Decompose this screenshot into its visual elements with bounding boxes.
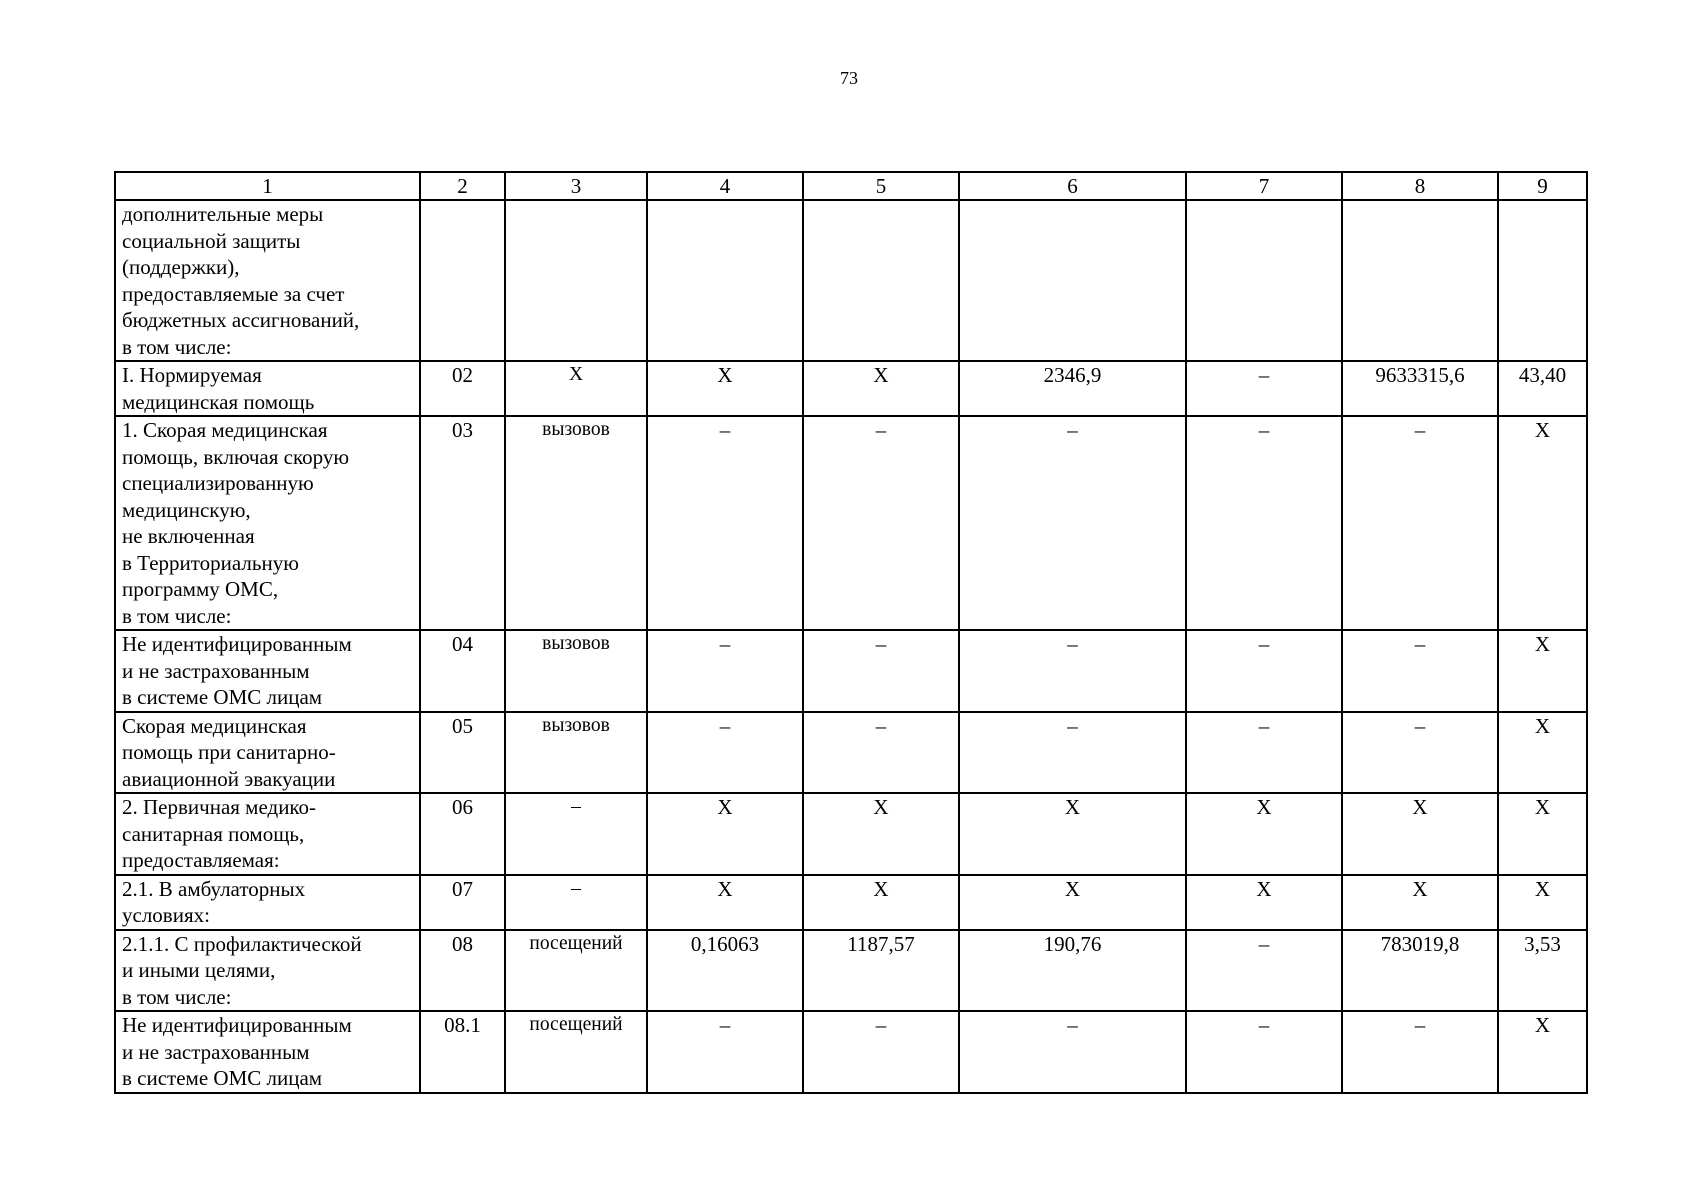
value-cell: – — [959, 416, 1186, 630]
value-cell: Х — [803, 793, 959, 875]
value-cell: Х — [803, 875, 959, 930]
row-code-cell: 06 — [420, 793, 505, 875]
row-code-cell: 03 — [420, 416, 505, 630]
value-cell: Х — [1342, 875, 1498, 930]
data-table — [114, 171, 1588, 1094]
row-name-cell: 2.1. В амбулаторных условиях: — [115, 875, 420, 930]
value-cell — [803, 200, 959, 361]
value-cell: – — [647, 712, 803, 794]
value-cell — [1342, 200, 1498, 361]
value-cell: Х — [1498, 1011, 1587, 1093]
row-name-cell: Не идентифицированным и не застрахованным в системе ОМС лицам — [115, 1011, 420, 1093]
value-cell: – — [1186, 1011, 1342, 1093]
value-cell: Х — [959, 793, 1186, 875]
value-cell: Х — [1186, 793, 1342, 875]
table-row — [115, 930, 1587, 1012]
value-cell: 1187,57 — [803, 930, 959, 1012]
row-code-cell: 08.1 — [420, 1011, 505, 1093]
column-number: 6 — [959, 172, 1186, 200]
unit-cell: – — [505, 793, 647, 875]
row-name-cell: Не идентифицированным и не застрахованным в системе ОМС лицам — [115, 630, 420, 712]
value-cell: 783019,8 — [1342, 930, 1498, 1012]
row-code-cell: 07 — [420, 875, 505, 930]
table-row — [115, 200, 1587, 361]
unit-cell: посещений — [505, 930, 647, 1012]
row-name-cell: 2. Первичная медико- санитарная помощь, предоставляемая: — [115, 793, 420, 875]
value-cell: – — [1342, 416, 1498, 630]
value-cell: 190,76 — [959, 930, 1186, 1012]
table-row — [115, 416, 1587, 630]
value-cell: – — [803, 1011, 959, 1093]
value-cell: – — [959, 712, 1186, 794]
column-number: 1 — [115, 172, 420, 200]
value-cell: – — [1342, 712, 1498, 794]
value-cell — [647, 200, 803, 361]
value-cell: – — [647, 1011, 803, 1093]
value-cell: 2346,9 — [959, 361, 1186, 416]
row-name-cell: 2.1.1. С профилактической и иными целями, в том числе: — [115, 930, 420, 1012]
column-number: 8 — [1342, 172, 1498, 200]
row-code-cell — [420, 200, 505, 361]
value-cell: – — [1186, 930, 1342, 1012]
value-cell: 0,16063 — [647, 930, 803, 1012]
row-code-cell: 02 — [420, 361, 505, 416]
value-cell: Х — [1498, 875, 1587, 930]
value-cell: – — [959, 1011, 1186, 1093]
column-number: 2 — [420, 172, 505, 200]
value-cell: 43,40 — [1498, 361, 1587, 416]
column-number-row — [115, 172, 1587, 200]
table-row — [115, 793, 1587, 875]
row-name-cell: 1. Скорая медицинская помощь, включая скорую специализированную медицинскую, не включенная в Территориальную программу ОМС, в том числе: — [115, 416, 420, 630]
row-name-cell: I. Нормируемая медицинская помощь — [115, 361, 420, 416]
value-cell: – — [803, 712, 959, 794]
value-cell: – — [1186, 361, 1342, 416]
value-cell — [1498, 200, 1587, 361]
value-cell — [1186, 200, 1342, 361]
page-number: 73 — [840, 68, 858, 88]
value-cell: Х — [647, 875, 803, 930]
row-code-cell: 08 — [420, 930, 505, 1012]
unit-cell: вызовов — [505, 712, 647, 794]
unit-cell: – — [505, 875, 647, 930]
value-cell: – — [1186, 416, 1342, 630]
value-cell: – — [1186, 630, 1342, 712]
table-row — [115, 630, 1587, 712]
value-cell: Х — [803, 361, 959, 416]
unit-cell: вызовов — [505, 416, 647, 630]
unit-cell: посещений — [505, 1011, 647, 1093]
value-cell: Х — [959, 875, 1186, 930]
value-cell: – — [1342, 1011, 1498, 1093]
table-row — [115, 361, 1587, 416]
value-cell: Х — [647, 793, 803, 875]
value-cell: – — [1342, 630, 1498, 712]
value-cell: Х — [1498, 630, 1587, 712]
row-code-cell: 04 — [420, 630, 505, 712]
value-cell: Х — [1498, 712, 1587, 794]
value-cell: Х — [1186, 875, 1342, 930]
column-number: 9 — [1498, 172, 1587, 200]
value-cell: – — [803, 416, 959, 630]
value-cell: 3,53 — [1498, 930, 1587, 1012]
unit-cell: вызовов — [505, 630, 647, 712]
table-row — [115, 1011, 1587, 1093]
value-cell: – — [647, 630, 803, 712]
value-cell: – — [647, 416, 803, 630]
column-number: 7 — [1186, 172, 1342, 200]
value-cell: Х — [1498, 416, 1587, 630]
row-name-cell: Скорая медицинская помощь при санитарно- авиационной эвакуации — [115, 712, 420, 794]
value-cell: Х — [1498, 793, 1587, 875]
value-cell: – — [959, 630, 1186, 712]
value-cell: – — [803, 630, 959, 712]
value-cell: – — [1186, 712, 1342, 794]
value-cell: Х — [1342, 793, 1498, 875]
row-name-cell: дополнительные меры социальной защиты (поддержки), предоставляемые за счет бюджетных ассигнований, в том числе: — [115, 200, 420, 361]
table-row — [115, 712, 1587, 794]
unit-cell — [505, 200, 647, 361]
value-cell: Х — [647, 361, 803, 416]
column-number: 4 — [647, 172, 803, 200]
value-cell — [959, 200, 1186, 361]
column-number: 5 — [803, 172, 959, 200]
unit-cell: Х — [505, 361, 647, 416]
table-row — [115, 875, 1587, 930]
value-cell: 9633315,6 — [1342, 361, 1498, 416]
column-number: 3 — [505, 172, 647, 200]
row-code-cell: 05 — [420, 712, 505, 794]
